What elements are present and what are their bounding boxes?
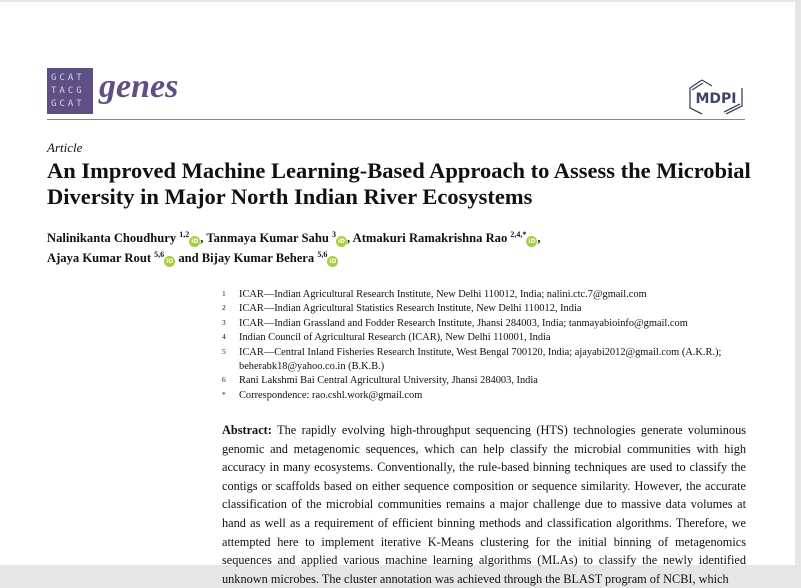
- author-list: [47, 227, 767, 267]
- author-affiliation-marker: 5,6: [317, 250, 328, 260]
- svg-text:MDPI: MDPI: [695, 91, 737, 107]
- logo-row: GCAT: [51, 99, 85, 109]
- logo-row: TACG: [51, 86, 85, 96]
- author-affiliation-marker: 2,4,*: [510, 230, 527, 239]
- author-affiliation-marker: 1,2: [179, 230, 190, 239]
- logo-row: GCAT: [51, 73, 85, 83]
- affiliation-item: [222, 389, 762, 403]
- orcid-icon[interactable]: iD: [191, 238, 199, 246]
- affiliation-item: [222, 317, 762, 331]
- journal-name: genes: [99, 68, 179, 105]
- orcid-icon[interactable]: iD: [166, 258, 174, 266]
- author-separator: ,: [537, 231, 541, 246]
- affiliation-number: 2: [222, 303, 226, 313]
- affiliation-text[interactable]: ICAR—Indian Agricultural Research Institute, New Delhi 110012, India; nalini.ctc.7@gmail.com: [239, 289, 647, 300]
- affiliations: [222, 288, 762, 403]
- abstract-label: Abstract:: [222, 423, 272, 437]
- genes-logo-icon: [47, 68, 93, 114]
- author-name: Nalinikanta Choudhury: [47, 231, 177, 246]
- affiliation-item: [222, 302, 762, 316]
- affiliation-number: 6: [222, 375, 226, 385]
- author-affiliation-marker: 3: [332, 230, 337, 239]
- orcid-icon[interactable]: iD: [329, 258, 337, 266]
- article-type: Article: [47, 140, 83, 155]
- affiliation-number: 3: [222, 317, 226, 327]
- affiliation-number: 1: [222, 289, 226, 298]
- orcid-icon[interactable]: iD: [528, 238, 536, 246]
- author-name: Bijay Kumar Behera: [201, 251, 315, 266]
- affiliation-number: *: [222, 389, 226, 399]
- affiliation-text: Rani Lakshmi Bai Central Agricultural University, Jhansi 284003, India: [239, 375, 538, 387]
- header-divider: [47, 119, 745, 120]
- author-separator: and: [175, 251, 202, 266]
- affiliation-text: ICAR—Indian Agricultural Statistics Research Institute, New Delhi 110012, India: [239, 303, 582, 315]
- abstract: [222, 421, 746, 588]
- affiliation-number: 4: [222, 332, 226, 342]
- affiliation-text: Indian Council of Agricultural Research (ICAR), New Delhi 110001, India: [239, 332, 551, 344]
- orcid-icon[interactable]: iD: [337, 238, 346, 246]
- affiliation-text[interactable]: ICAR—Central Inland Fisheries Research Institute, West Bengal 700120, India; ajayabi2012@gmail.com (A.K.R.); beherabk18@yahoo.co.in (B.K.B.): [239, 346, 722, 373]
- abstract-text: The rapidly evolving high-throughput sequencing (HTS) technologies generate voluminous genomic and metagenomic sequences, which can help classify the microbial communities with high accuracy in many ecosystems. Conventionally, the rule-based binning techniques are used to classify the contigs or scaffolds based on either sequence composition or sequence similarity. However, the accurate classification of the microbial communities remains a major challenge due to massive data volumes at hand as well as a requirement of efficient binning methods and classification algorithms. Therefore, we attempted here to implement iterative K-Means clustering for the initial binning of metagenomics sequences and applied various machine learning algorithms (MLAs) to classify the newly identified unknown microbes. The cluster annotation was achieved through the BLAST program of NCBI, which: [222, 423, 747, 586]
- affiliation-text[interactable]: ICAR—Indian Grassland and Fodder Research Institute, Jhansi 284003, India; tanmayabioinfo@gmail.com: [239, 317, 688, 329]
- author-affiliation-marker: 5,6: [154, 250, 165, 260]
- affiliation-item: [222, 346, 762, 375]
- paper-title: An Improved Machine Learning-Based Approach to Assess the Microbial Diversity in Major North Indian River Ecosystems: [47, 158, 751, 209]
- affiliation-text[interactable]: Correspondence: rao.cshl.work@gmail.com: [239, 389, 423, 401]
- affiliation-item: [222, 288, 762, 302]
- author-separator: ,: [200, 231, 207, 246]
- affiliation-item: [222, 331, 762, 345]
- affiliation-item: [222, 374, 762, 388]
- author-name: Tanmaya Kumar Sahu: [206, 231, 329, 246]
- mdpi-logo-icon: [686, 76, 746, 120]
- pdf-page: [0, 2, 795, 586]
- affiliation-number: 5: [222, 346, 226, 356]
- author-name: Ajaya Kumar Rout: [47, 251, 152, 266]
- author-name: Atmakuri Ramakrishna Rao: [352, 231, 508, 246]
- author-separator: ,: [347, 231, 353, 246]
